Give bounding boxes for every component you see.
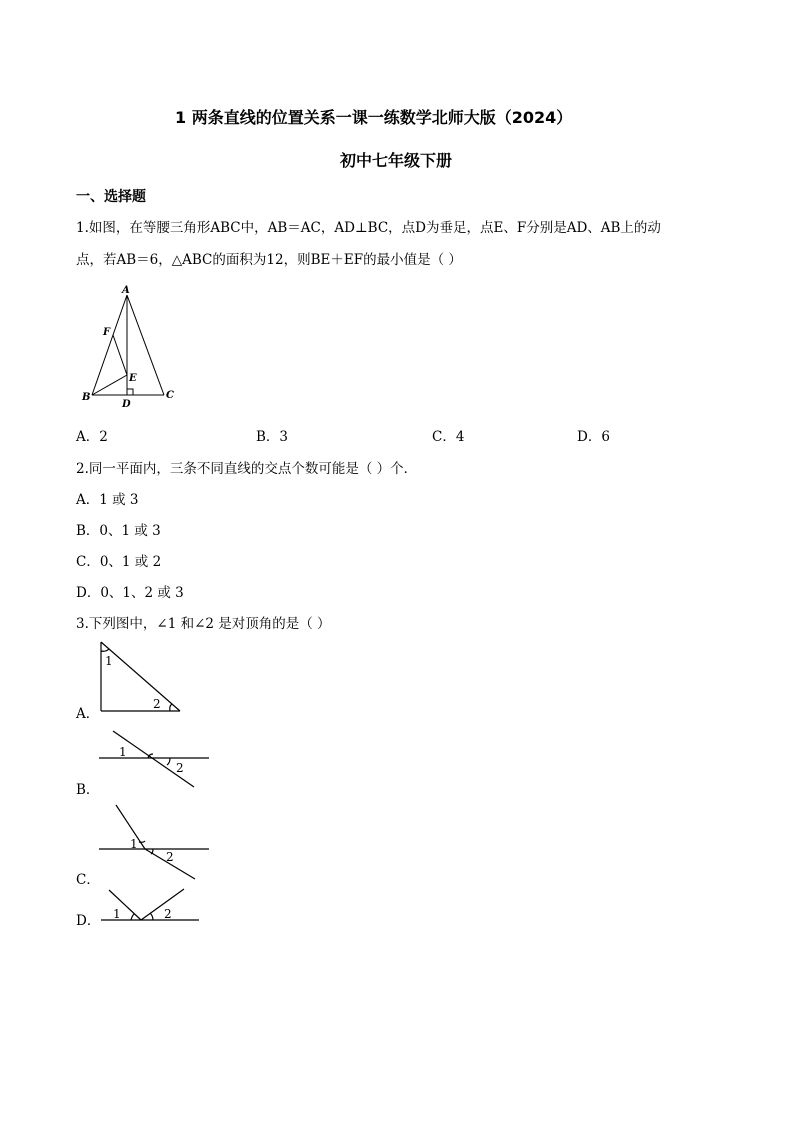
label-E: E bbox=[129, 373, 137, 384]
q3-option-d-letter[interactable]: D． bbox=[76, 913, 101, 929]
section-heading: 一、选择题 bbox=[76, 189, 146, 205]
q3-figure-b bbox=[96, 728, 211, 790]
page-subtitle: 初中七年级下册 bbox=[340, 151, 453, 170]
q3-option-b-letter[interactable]: B． bbox=[76, 782, 100, 798]
angle-1-label: 1 bbox=[105, 654, 113, 668]
q2-option-b[interactable]: B．0、1 或 3 bbox=[76, 523, 161, 539]
q2-option-d[interactable]: D．0、1、2 或 3 bbox=[76, 585, 184, 601]
angle-1-label: 1 bbox=[113, 907, 121, 921]
q1-option-a[interactable]: A．2 bbox=[76, 429, 108, 445]
q1-option-c[interactable]: C．4 bbox=[432, 429, 465, 445]
q3-stem: 3.下列图中，∠1 和∠2 是对顶角的是（ ） bbox=[76, 616, 331, 632]
q1-option-d[interactable]: D．6 bbox=[577, 429, 610, 445]
angle-2-label: 2 bbox=[166, 850, 174, 864]
q1-option-b[interactable]: B．3 bbox=[256, 429, 289, 445]
q3-figure-a bbox=[96, 640, 186, 715]
angle-1-label: 1 bbox=[130, 837, 138, 851]
angle-2-label: 2 bbox=[153, 697, 161, 711]
q3-option-a-letter[interactable]: A． bbox=[76, 706, 100, 722]
q2-stem: 2.同一平面内，三条不同直线的交点个数可能是（ ）个． bbox=[76, 461, 418, 477]
q3-figure-c bbox=[96, 802, 211, 882]
q3-figure-d bbox=[96, 885, 206, 925]
angle-2-label: 2 bbox=[164, 907, 172, 921]
q3-option-c-letter[interactable]: C． bbox=[76, 872, 100, 888]
q1-stem-line2: 点，若AB＝6，△ABC的面积为12，则BE＋EF的最小值是（ ） bbox=[76, 252, 462, 268]
page-title: 1 两条直线的位置关系一课一练数学北师大版（2024） bbox=[175, 108, 573, 127]
angle-2-label: 2 bbox=[176, 761, 184, 775]
label-A: A bbox=[122, 285, 130, 296]
q2-option-a[interactable]: A．1 或 3 bbox=[76, 492, 139, 508]
label-D: D bbox=[122, 399, 131, 410]
q1-triangle-figure bbox=[80, 283, 180, 413]
label-F: F bbox=[103, 327, 111, 338]
label-C: C bbox=[166, 390, 174, 401]
angle-1-label: 1 bbox=[119, 745, 127, 759]
label-B: B bbox=[82, 392, 91, 403]
q1-stem-line1: 1.如图，在等腰三角形ABC中，AB＝AC，AD⊥BC，点D为垂足，点E、F分别是AD、AB上的动 bbox=[76, 220, 661, 236]
q2-option-c[interactable]: C．0、1 或 2 bbox=[76, 554, 162, 570]
